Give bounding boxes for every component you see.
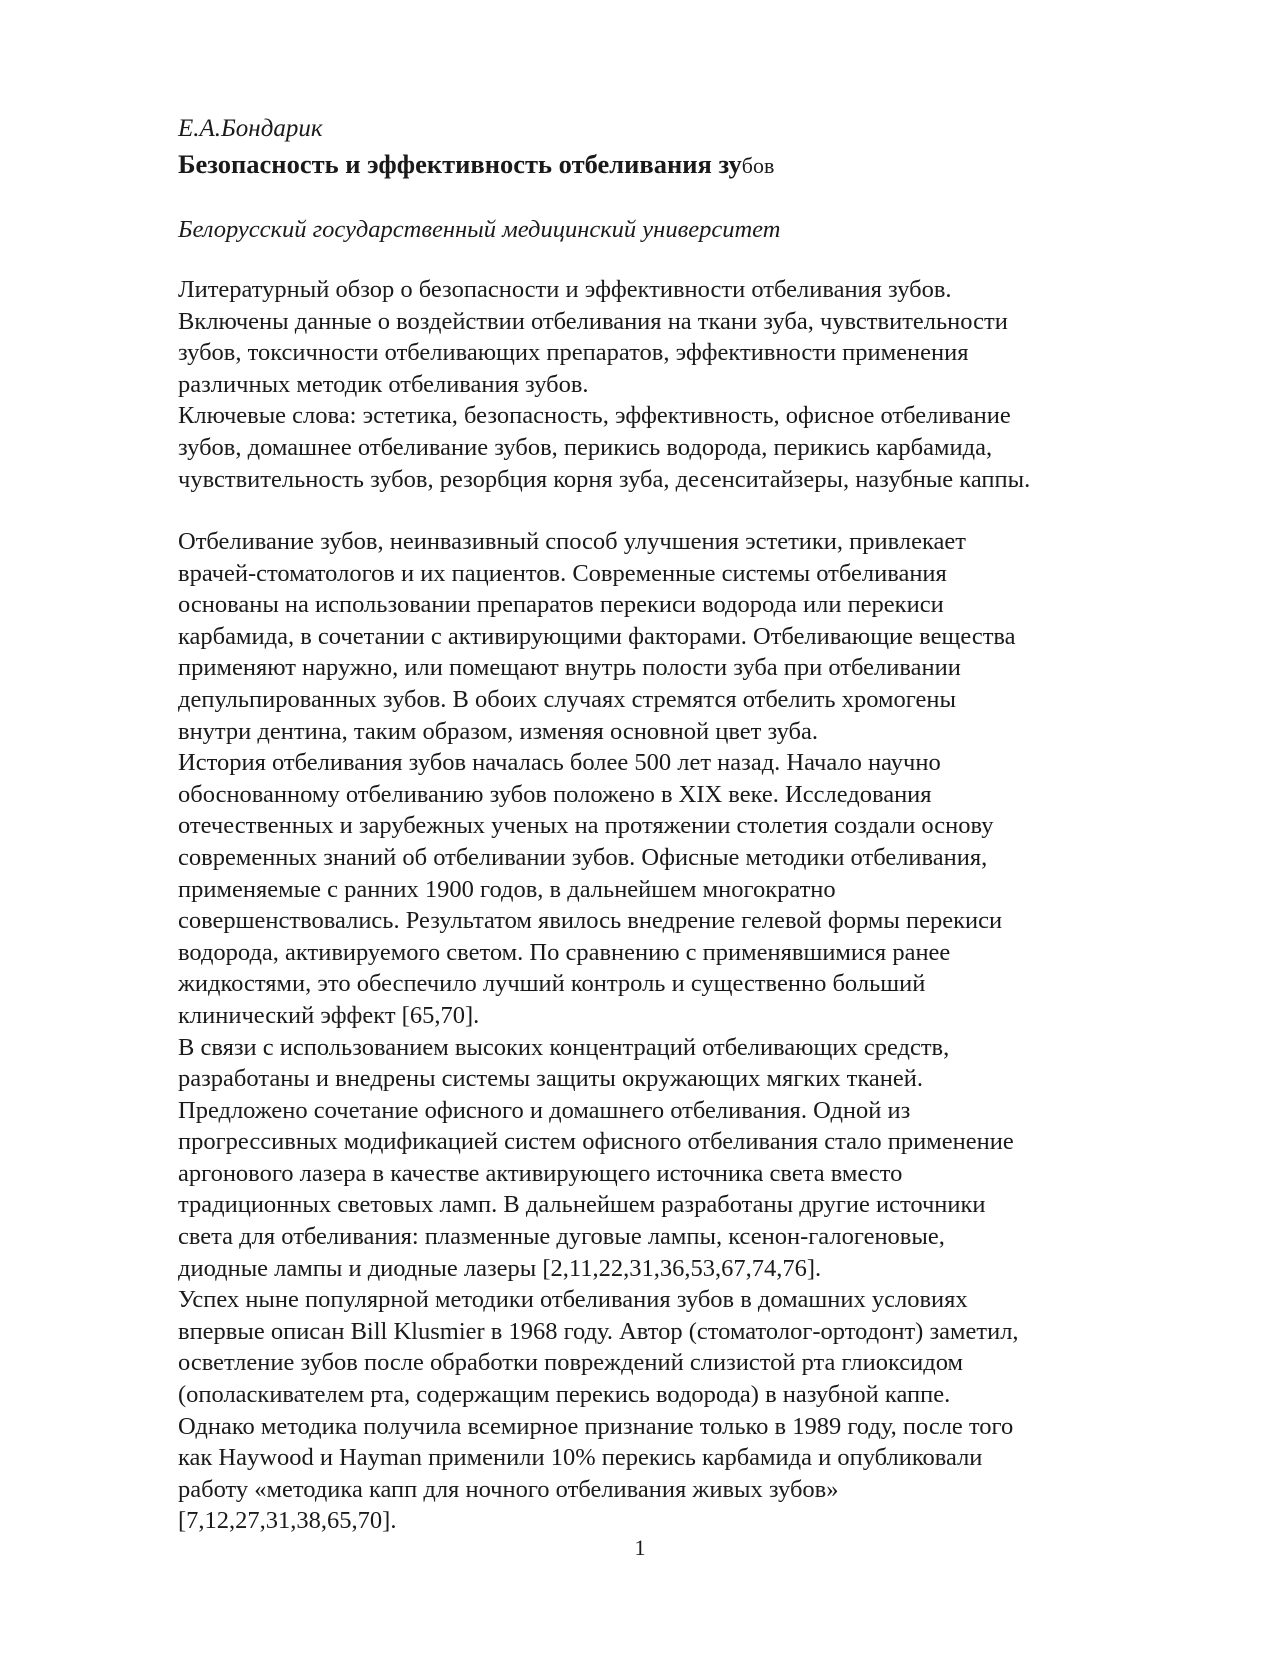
body-line: Однако методика получила всемирное признание только в 1989 году, после того (178, 1412, 1014, 1440)
body-line: [7,12,27,31,38,65,70]. (178, 1507, 397, 1535)
body-line: В связи с использованием высоких концентраций отбеливающих средств, (178, 1033, 950, 1061)
body-line: современных знаний об отбеливании зубов. Офисные методики отбеливания, (178, 843, 988, 871)
body-line: прогрессивных модификацией систем офисного отбеливания стало применение (178, 1128, 1014, 1156)
page-title (178, 148, 774, 182)
page-number: 1 (634, 1535, 646, 1560)
body-line: жидкостями, это обеспечило лучший контроль и существенно больший (178, 970, 926, 998)
body-line: клинический эффект [65,70]. (178, 1001, 480, 1029)
body-line: работу «методика капп для ночного отбеливания живых зубов» (178, 1475, 839, 1503)
abstract-line: Включены данные о воздействии отбеливания на ткани зуба, чувствительности (178, 307, 1008, 335)
body-line: Предложено сочетание офисного и домашнего отбеливания. Одной из (178, 1096, 911, 1124)
body-line: основаны на использовании препаратов перекиси водорода или перекиси (178, 591, 944, 619)
body-line: депульпированных зубов. В обоих случаях стремятся отбелить хромогены (178, 685, 956, 713)
body-line: обоснованному отбеливанию зубов положено в XIX веке. Исследования (178, 780, 932, 808)
body-line: Успех ныне популярной методики отбеливания зубов в домашних условиях (178, 1286, 968, 1314)
body-line: водорода, активируемого светом. По сравнению с применявшимися ранее (178, 938, 951, 966)
abstract (178, 274, 1138, 495)
title-main: Безопасность и эффективность отбеливания зу (178, 149, 742, 179)
keywords-line: Ключевые слова: эстетика, безопасность, эффективность, офисное отбеливание (178, 402, 1011, 430)
abstract-line: Литературный обзор о безопасности и эффективности отбеливания зубов. (178, 276, 952, 303)
body-line: (ополаскивателем рта, содержащим перекись водорода) в назубной каппе. (178, 1381, 951, 1409)
body-line: врачей-стоматологов и их пациентов. Современные системы отбеливания (178, 559, 947, 587)
keywords-line: чувствительность зубов, резорбция корня зуба, десенситайзеры, назубные каппы. (178, 465, 1031, 493)
body-line: традиционных световых ламп. В дальнейшем разработаны другие источники (178, 1191, 986, 1219)
author-name: Е.А.Бондарик (178, 115, 323, 142)
body-line: диодные лампы и диодные лазеры [2,11,22,31,36,53,67,74,76]. (178, 1254, 822, 1282)
body-line: аргонового лазера в качестве активирующего источника света вместо (178, 1159, 903, 1187)
keywords-line: зубов, домашнее отбеливание зубов, перикись водорода, перикись карбамида, (178, 433, 993, 461)
body-line: История отбеливания зубов началась более 500 лет назад. Начало научно (178, 749, 941, 777)
body-line: Отбеливание зубов, неинвазивный способ улучшения эстетики, привлекает (178, 528, 966, 555)
abstract-line: различных методик отбеливания зубов. (178, 370, 589, 398)
body-line: применяют наружно, или помещают внутрь полости зуба при отбеливании (178, 654, 961, 682)
main-text (178, 526, 1138, 1537)
abstract-line: зубов, токсичности отбеливающих препаратов, эффективности применения (178, 339, 969, 367)
body-line: света для отбеливания: плазменные дуговые лампы, ксенон-галогеновые, (178, 1223, 945, 1251)
body-line: как Haywood и Hayman применили 10% перекись карбамида и опубликовали (178, 1444, 983, 1472)
body-line: разработаны и внедрены системы защиты окружающих мягких тканей. (178, 1065, 924, 1093)
title-tail: бов (741, 153, 775, 178)
body-line: карбамида, в сочетании с активирующими факторами. Отбеливающие вещества (178, 622, 1016, 650)
affiliation: Белорусский государственный медицинский университет (178, 216, 781, 243)
body-line: внутри дентина, таким образом, изменяя основной цвет зуба. (178, 717, 819, 745)
body-line: осветление зубов после обработки повреждений слизистой рта глиоксидом (178, 1349, 963, 1377)
body-line: применяемые с ранних 1900 годов, в дальнейшем многократно (178, 875, 836, 903)
body-line: отечественных и зарубежных ученых на протяжении столетия создали основу (178, 812, 994, 840)
body-line: совершенствовались. Результатом явилось внедрение гелевой формы перекиси (178, 907, 1003, 935)
body-line: впервые описан Bill Klusmier в 1968 году. Автор (стоматолог-ортодонт) заметил, (178, 1317, 1019, 1345)
